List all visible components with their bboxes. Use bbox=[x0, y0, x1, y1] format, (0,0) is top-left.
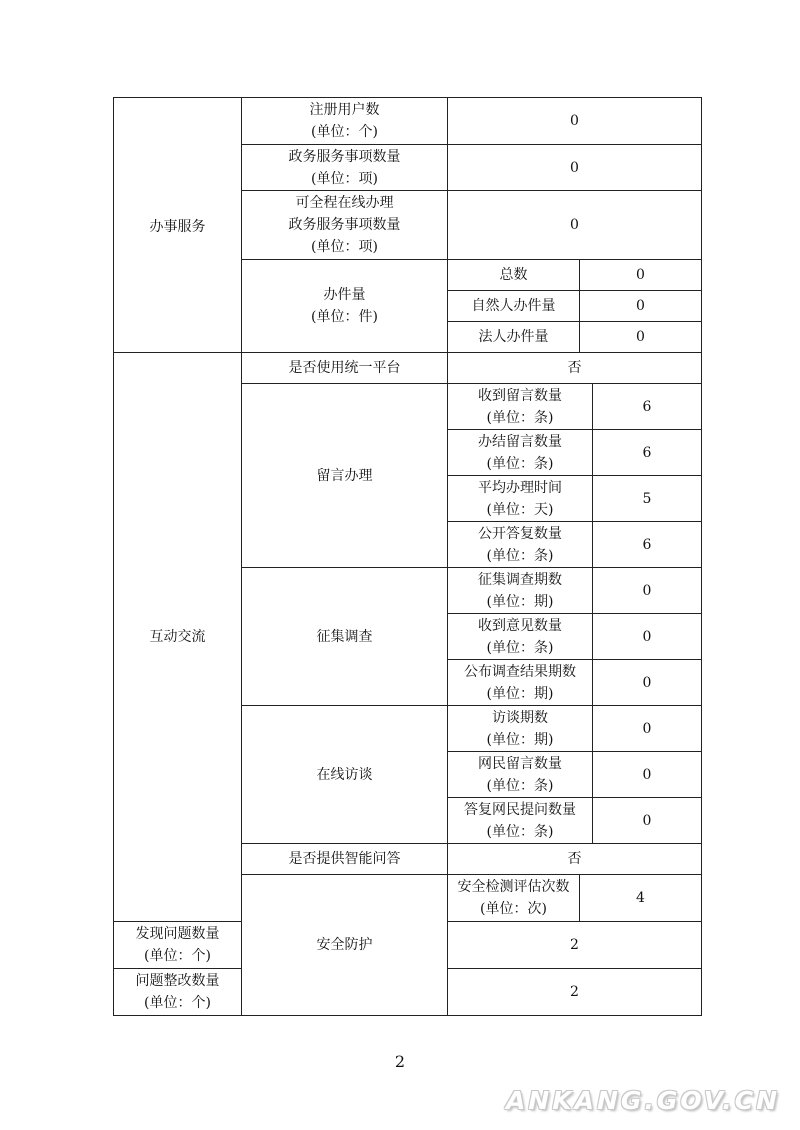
sub-value: 0 bbox=[593, 752, 702, 798]
row-label-volume: 办件量 (单位：件) bbox=[242, 260, 448, 353]
statistics-table bbox=[113, 97, 702, 1016]
row-label: 注册用户数 (单位：个) bbox=[242, 98, 448, 145]
table-row bbox=[114, 353, 702, 384]
sub-value: 0 bbox=[580, 260, 702, 291]
group-label-interview: 在线访谈 bbox=[242, 706, 448, 844]
sub-value: 0 bbox=[593, 568, 702, 614]
sub-value: 0 bbox=[593, 798, 702, 844]
sub-label: 自然人办件量 bbox=[448, 291, 580, 322]
row-label: 可全程在线办理 政务服务事项数量 (单位：项) bbox=[242, 191, 448, 260]
row-label: 问题整改数量 (单位：个) bbox=[114, 969, 242, 1016]
row-value: 0 bbox=[448, 145, 702, 191]
sub-value: 0 bbox=[580, 291, 702, 322]
sub-label: 平均办理时间 (单位：天) bbox=[448, 476, 593, 522]
sub-value: 0 bbox=[580, 322, 702, 353]
section-title-security: 安全防护 bbox=[242, 875, 448, 1016]
sub-value: 6 bbox=[593, 384, 702, 430]
sub-value: 6 bbox=[593, 522, 702, 568]
watermark: ANKANG.GOV.CN bbox=[505, 1086, 780, 1115]
sub-label: 访谈期数 (单位：期) bbox=[448, 706, 593, 752]
row-value: 否 bbox=[448, 353, 702, 384]
sub-value: 0 bbox=[593, 614, 702, 660]
row-label: 是否使用统一平台 bbox=[242, 353, 448, 384]
sub-label: 公开答复数量 (单位：条) bbox=[448, 522, 593, 568]
row-value: 0 bbox=[448, 98, 702, 145]
row-value: 否 bbox=[448, 844, 702, 875]
row-value: 4 bbox=[580, 875, 702, 922]
sub-value: 0 bbox=[593, 660, 702, 706]
table-row bbox=[114, 98, 702, 145]
group-label-survey: 征集调查 bbox=[242, 568, 448, 706]
sub-value: 6 bbox=[593, 430, 702, 476]
sub-label: 网民留言数量 (单位：条) bbox=[448, 752, 593, 798]
sub-label: 答复网民提问数量 (单位：条) bbox=[448, 798, 593, 844]
sub-value: 0 bbox=[593, 706, 702, 752]
row-label: 政务服务事项数量 (单位：项) bbox=[242, 145, 448, 191]
row-value: 2 bbox=[448, 922, 702, 969]
sub-value: 5 bbox=[593, 476, 702, 522]
section-title-service: 办事服务 bbox=[114, 98, 242, 353]
sub-label: 收到意见数量 (单位：条) bbox=[448, 614, 593, 660]
sub-label: 公布调查结果期数 (单位：期) bbox=[448, 660, 593, 706]
sub-label: 办结留言数量 (单位：条) bbox=[448, 430, 593, 476]
sub-label: 总数 bbox=[448, 260, 580, 291]
section-title-interaction: 互动交流 bbox=[114, 353, 242, 922]
row-label: 发现问题数量 (单位：个) bbox=[114, 922, 242, 969]
sub-label: 收到留言数量 (单位：条) bbox=[448, 384, 593, 430]
group-label-messages: 留言办理 bbox=[242, 384, 448, 568]
row-label: 安全检测评估次数 (单位：次) bbox=[448, 875, 580, 922]
sub-label: 征集调查期数 (单位：期) bbox=[448, 568, 593, 614]
row-value: 2 bbox=[448, 969, 702, 1016]
sub-label: 法人办件量 bbox=[448, 322, 580, 353]
page-number: 2 bbox=[394, 1052, 406, 1071]
row-label: 是否提供智能问答 bbox=[242, 844, 448, 875]
row-value: 0 bbox=[448, 191, 702, 260]
